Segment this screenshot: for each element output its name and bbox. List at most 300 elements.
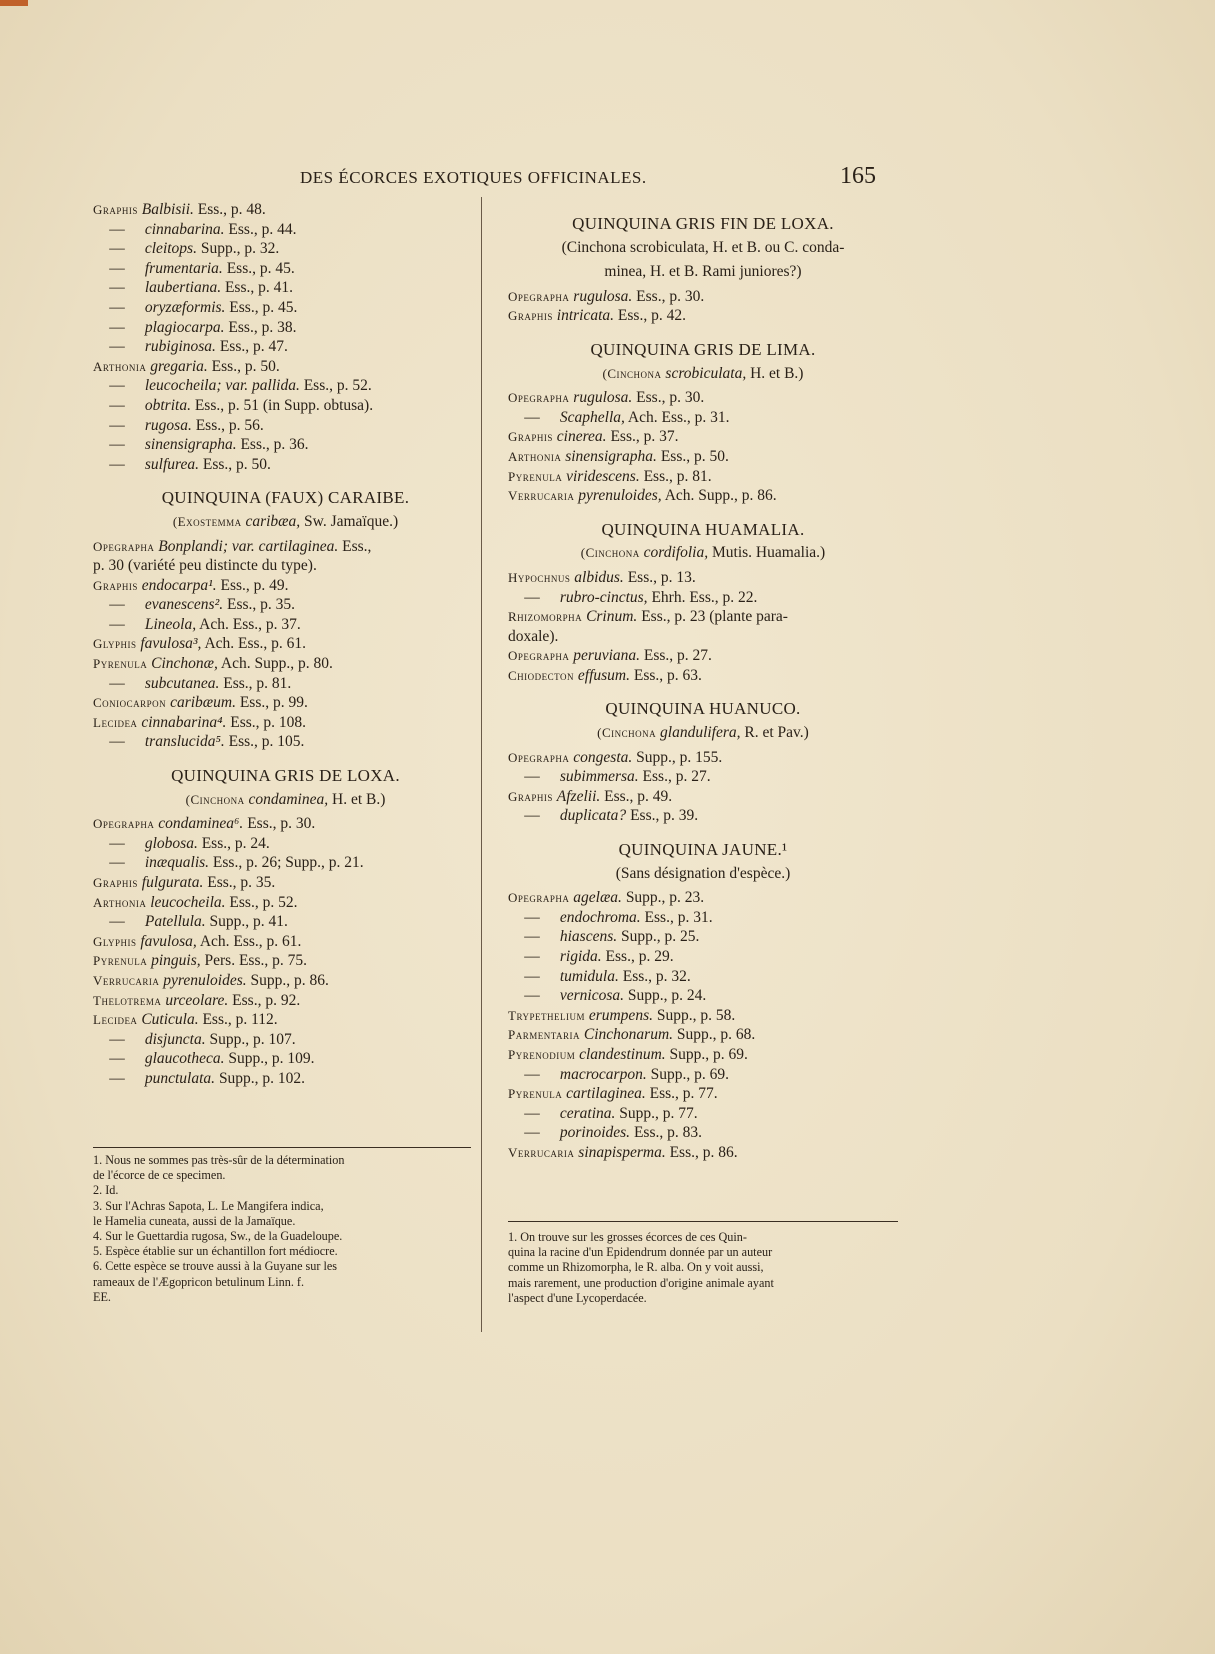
reference: Supp., p. 68. <box>676 1026 756 1044</box>
reference: Ess., p. 44. <box>228 220 297 238</box>
section-subtitle: minea, H. et B. Rami juniores?) <box>604 263 802 281</box>
reference: Supp., p. 24. <box>627 987 707 1005</box>
genus-name: (Cinchona <box>602 365 662 381</box>
reference: Ess., p. 48. <box>197 201 266 218</box>
species-name: leucocheila. <box>150 893 226 911</box>
footnote-line: 5. Espèce établie sur un échantillon fort médiocre. <box>93 1244 338 1259</box>
lichen-entry <box>93 951 478 971</box>
reference: Supp., p. 58. <box>656 1006 736 1024</box>
lichen-entry <box>93 693 478 713</box>
species-name: clandestinum. <box>579 1045 666 1063</box>
lichen-entry <box>508 427 898 447</box>
reference: Ess., p. 81. <box>223 674 292 692</box>
lichen-entry <box>93 239 478 259</box>
footnote-line: 4. Sur le Guettardia rugosa, Sw., de la Guadeloupe. <box>93 1229 343 1244</box>
lichen-entry <box>93 337 478 357</box>
lichen-entry <box>93 1010 478 1030</box>
species-name: urceolare. <box>165 991 229 1009</box>
reference: Supp., p. 41. <box>209 913 288 931</box>
genus-name: — <box>109 834 125 852</box>
lichen-entry <box>508 447 898 467</box>
species-name: Patellula. <box>144 913 206 931</box>
genus-name: — <box>524 408 540 426</box>
genus-name: Opegrapha <box>93 816 155 832</box>
genus-name: — <box>524 807 540 825</box>
lichen-entry <box>508 568 898 588</box>
reference: Ess., p. 38. <box>228 318 297 336</box>
page-number: 165 <box>840 163 876 189</box>
genus-name: — <box>109 1030 125 1048</box>
genus-name: Graphis <box>93 875 138 890</box>
genus-name: Parmentaria <box>508 1027 581 1043</box>
genus-name: Rhizomorpha <box>508 609 583 625</box>
reference: Ess., p. 105. <box>228 733 305 751</box>
species-name: Afzelii. <box>556 787 601 805</box>
reference: Ess., p. 49. <box>220 576 289 594</box>
section-heading: QUINQUINA JAUNE.¹ <box>618 840 788 860</box>
species-name: scrobiculata, <box>665 364 747 382</box>
reference: Ach. Supp., p. 80. <box>220 655 333 673</box>
reference: Ess., p. 45. <box>226 259 295 277</box>
lichen-entry <box>93 1069 478 1089</box>
species-name: viridescens. <box>566 467 640 485</box>
lichen-entry <box>93 912 478 932</box>
reference: Ess., p. 77. <box>649 1085 718 1103</box>
lichen-entry <box>508 927 898 947</box>
species-name: agelæa. <box>573 889 622 907</box>
right-column <box>508 200 898 1163</box>
genus-name: — <box>109 318 125 336</box>
species-name: duplicata? <box>559 807 627 825</box>
lichen-entry <box>508 908 898 928</box>
lichen-entry <box>508 1025 898 1045</box>
reference: Ach. Ess., p. 31. <box>627 408 730 426</box>
genus-name: Arthonia <box>508 448 562 464</box>
species-name: pyrenuloides, <box>578 487 662 505</box>
reference: Ess., p. 35. <box>207 874 276 891</box>
species-name: fulgurata. <box>141 874 204 891</box>
lichen-entry <box>508 1084 898 1104</box>
lichen-entry <box>93 853 478 873</box>
species-name: effusum. <box>577 666 630 684</box>
reference: Ess., p. 27. <box>643 647 712 665</box>
column-divider <box>481 197 482 1332</box>
reference: Supp., p. 69. <box>669 1045 748 1063</box>
lichen-entry <box>93 713 478 733</box>
genus-name: Glyphis <box>93 933 137 949</box>
lichen-entry <box>93 595 478 615</box>
species-name: cordifolia, <box>643 544 709 562</box>
species-name: Bonplandi; var. cartilaginea. <box>158 537 339 555</box>
species-name: leucocheila; var. pallida. <box>144 377 300 395</box>
species-name: glaucotheca. <box>144 1050 225 1068</box>
genus-name: Glyphis <box>93 636 137 652</box>
species-name: plagiocarpa. <box>144 318 225 336</box>
footnote-line: 1. Nous ne sommes pas très-sûr de la détermination <box>93 1153 345 1167</box>
lichen-entry <box>93 873 478 893</box>
genus-name: — <box>524 768 540 786</box>
species-name: Cinchonæ, <box>151 655 218 673</box>
lichen-entry <box>93 1049 478 1069</box>
genus-name: — <box>524 987 540 1005</box>
lichen-entry <box>508 1006 898 1026</box>
species-name: rigida. <box>559 948 602 965</box>
genus-name: Pyrenula <box>508 1086 563 1102</box>
genus-name: — <box>524 1065 540 1083</box>
footnote-line: mais rarement, une production d'origine animale ayant <box>508 1275 774 1290</box>
reference: Ess., p. 30. <box>247 815 316 833</box>
species-name: caribæa, <box>245 512 301 530</box>
genus-name: — <box>524 948 540 965</box>
footnote-rule-left <box>93 1147 471 1148</box>
reference: Ess., p. 52. <box>229 893 298 911</box>
reference: Ess., p. 37. <box>610 428 679 446</box>
reference: Ess., p. 99. <box>239 694 308 712</box>
lichen-entry <box>93 834 478 854</box>
genus-name: Trypethelium <box>508 1007 585 1023</box>
species-name: inæqualis. <box>144 854 210 872</box>
lichen-entry <box>508 1045 898 1065</box>
lichen-entry <box>508 767 898 787</box>
reference: Ess., p. 30. <box>636 287 705 305</box>
reference: Ess., p. 29. <box>605 948 674 965</box>
genus-name: Graphis <box>508 788 553 804</box>
lichen-entry <box>508 287 898 307</box>
genus-name: Opegrapha <box>508 890 570 906</box>
genus-name: Arthonia <box>93 358 147 374</box>
species-name: sulfurea. <box>144 455 199 473</box>
lichen-entry <box>93 435 478 455</box>
reference: Ess., p. 35. <box>226 596 296 614</box>
lichen-entry <box>508 467 898 487</box>
lichen-entry <box>93 455 478 475</box>
reference: Ess., p. 56. <box>195 416 264 434</box>
species-name: Scaphella, <box>559 408 625 426</box>
reference: Ess., p. 41. <box>224 279 294 297</box>
reference: Ess., p. 45. <box>229 298 298 316</box>
species-name: rubiginosa. <box>144 338 216 356</box>
lichen-entry <box>508 1065 898 1085</box>
lichen-entry <box>93 991 478 1011</box>
footnotes-right <box>508 1230 898 1306</box>
lichen-entry <box>93 259 478 279</box>
lichen-entry <box>93 654 478 674</box>
lichen-entry <box>93 278 478 298</box>
genus-name: — <box>109 596 125 614</box>
reference: Supp., p. 155. <box>636 748 723 766</box>
species-name: endochroma. <box>559 908 641 926</box>
species-name: favulosa³, <box>140 635 202 653</box>
reference: Supp., p. 23. <box>625 889 705 907</box>
genus-name: Pyrenula <box>93 953 148 969</box>
genus-name: Lecidea <box>93 714 138 730</box>
lichen-entry <box>508 1104 898 1124</box>
reference: Ess., p. 92. <box>232 991 301 1009</box>
section-subtitle <box>93 790 478 810</box>
lichen-entry <box>93 615 478 635</box>
lichen-entry <box>508 306 898 326</box>
genus-name: — <box>109 674 125 692</box>
lichen-entry <box>508 1143 898 1163</box>
footnote-line: rameaux de l'Ægopricon betulinum Linn. f. <box>93 1274 305 1289</box>
reference: Ess., p. 24. <box>201 834 270 852</box>
lichen-entry <box>93 732 478 752</box>
reference: Ess., p. 108. <box>230 713 307 731</box>
lichen-entry <box>508 646 898 666</box>
reference: Ess., p. 47. <box>219 338 288 356</box>
section-heading: QUINQUINA GRIS DE LOXA. <box>171 766 400 786</box>
reference: Supp., p. 25. <box>621 928 700 946</box>
species-name: gregaria. <box>150 357 208 375</box>
genus-name: Chiodecton <box>508 667 575 683</box>
section-heading: QUINQUINA GRIS FIN DE LOXA. <box>572 214 834 233</box>
species-name: caribæum. <box>170 694 236 712</box>
genus-name: Lecidea <box>93 1012 138 1028</box>
footnote-line: 1. On trouve sur les grosses écorces de ces Quin- <box>508 1230 747 1244</box>
lichen-entry <box>93 396 478 416</box>
species-name: vernicosa. <box>559 987 625 1005</box>
species-name: porinoides. <box>559 1124 631 1142</box>
genus-name: Opegrapha <box>508 288 570 304</box>
genus-name: Thelotrema <box>93 992 162 1008</box>
genus-name: — <box>524 588 540 606</box>
species-name: oryzæformis. <box>144 298 226 316</box>
footnote-line: le Hamelia cuneata, aussi de la Jamaïque. <box>93 1213 296 1228</box>
lichen-entry <box>93 200 478 220</box>
section-subtitle <box>93 512 478 532</box>
reference: Ess., p. 23 (plante para- <box>641 608 788 626</box>
species-name: glandulifera, <box>660 724 741 742</box>
genus-name: Hypochnus <box>508 569 571 585</box>
species-name: rugosa. <box>144 416 192 434</box>
genus-name: Pyrenula <box>93 656 148 672</box>
reference: Ess., p. 13. <box>627 568 696 586</box>
lichen-entry <box>93 576 478 596</box>
genus-name: Graphis <box>93 577 138 593</box>
species-name: ceratina. <box>559 1104 616 1122</box>
lichen-entry <box>508 408 898 428</box>
section-subtitle: (Cinchona scrobiculata, H. et B. ou C. conda- <box>561 238 845 256</box>
species-name: peruviana. <box>573 647 641 665</box>
footnote-line: quina la racine d'un Epidendrum donnée par un auteur <box>508 1245 773 1260</box>
species-name: sinensigrapha. <box>565 447 657 465</box>
reference: Ach. Ess., p. 37. <box>199 615 301 633</box>
species-name: macrocarpon. <box>559 1065 647 1083</box>
lichen-entry <box>93 357 478 377</box>
continuation-line: doxale). <box>508 627 559 645</box>
reference: Ess., p. 50. <box>211 357 280 375</box>
species-name: erumpens. <box>588 1006 653 1024</box>
species-name: subimmersa. <box>559 768 639 786</box>
species-name: pyrenuloides. <box>163 971 247 989</box>
genus-name: — <box>109 1050 125 1068</box>
genus-name: — <box>109 396 125 414</box>
species-name: Lineola, <box>144 615 197 633</box>
genus-name: — <box>524 928 540 946</box>
reference: R. et Pav.) <box>744 724 809 742</box>
genus-name: (Cinchona <box>580 545 640 561</box>
section-subtitle <box>508 543 898 563</box>
footnote-rule-right <box>508 1221 898 1222</box>
lichen-entry <box>508 1123 898 1143</box>
species-name: sinensigrapha. <box>144 436 237 454</box>
species-name: punctulata. <box>144 1069 216 1087</box>
reference: Ess., p. 50. <box>660 447 729 465</box>
genus-name: — <box>109 338 125 356</box>
genus-name: — <box>524 1104 540 1122</box>
genus-name: Pyrenodium <box>508 1046 576 1062</box>
section-subtitle: (Sans désignation d'espèce.) <box>615 864 791 882</box>
page-corner-mark <box>0 0 28 6</box>
genus-name: (Cinchona <box>185 791 245 807</box>
running-header: DES ÉCORCES EXOTIQUES OFFICINALES. <box>300 168 647 187</box>
genus-name: Opegrapha <box>508 749 570 765</box>
species-name: hiascens. <box>559 928 618 946</box>
species-name: sinapisperma. <box>578 1143 666 1161</box>
species-name: favulosa, <box>140 932 197 950</box>
species-name: rugulosa. <box>573 389 633 407</box>
reference: Ess., p. 42. <box>617 307 686 325</box>
genus-name: — <box>109 240 125 258</box>
genus-name: — <box>109 416 125 434</box>
reference: Ess., p. 112. <box>202 1011 278 1029</box>
lichen-entry <box>93 971 478 991</box>
reference: Ess., p. 83. <box>633 1124 702 1142</box>
species-name: condaminea⁶. <box>158 815 244 833</box>
genus-name: — <box>109 733 125 751</box>
reference: Ehrh. Ess., p. 22. <box>651 588 758 606</box>
species-name: translucida⁵. <box>144 733 225 751</box>
reference: Ach. Supp., p. 86. <box>664 487 777 505</box>
footnote-line: EE. <box>93 1289 111 1304</box>
species-name: tumidula. <box>559 967 619 985</box>
genus-name: Opegrapha <box>508 648 570 664</box>
lichen-entry <box>93 537 478 557</box>
footnote-line: l'aspect d'une Lycoperdacée. <box>508 1290 647 1305</box>
genus-name: Coniocarpon <box>93 695 167 711</box>
reference: Ess., p. 50. <box>202 455 271 473</box>
reference: Supp., p. 32. <box>200 240 280 258</box>
species-name: Cinchonarum. <box>583 1026 674 1044</box>
footnotes-left <box>93 1153 473 1305</box>
species-name: cartilaginea. <box>566 1085 646 1103</box>
reference: H. et B.) <box>332 790 386 808</box>
lichen-entry <box>508 607 898 627</box>
genus-name: Graphis <box>508 429 553 445</box>
genus-name: — <box>109 1069 125 1087</box>
lichen-entry <box>508 806 898 826</box>
reference: H. et B.) <box>750 364 804 382</box>
species-name: cinerea. <box>556 428 607 446</box>
footnote-line: 3. Sur l'Achras Sapota, L. Le Mangifera indica, <box>93 1198 324 1213</box>
reference: Ess., p. 26; Supp., p. 21. <box>212 854 364 872</box>
genus-name: Verrucaria <box>93 972 160 988</box>
genus-name: Graphis <box>93 202 138 217</box>
reference: Ess., p. 31. <box>644 908 713 926</box>
genus-name: — <box>524 1124 540 1142</box>
reference: Ess., p. 27. <box>642 768 711 786</box>
species-name: albidus. <box>574 568 624 586</box>
section-subtitle <box>508 364 898 384</box>
species-name: rubro-cinctus, <box>559 588 648 606</box>
section-heading: QUINQUINA HUANUCO. <box>605 699 801 719</box>
genus-name: — <box>109 298 125 316</box>
reference: Ess., p. 32. <box>622 967 691 985</box>
reference: Supp., p. 86. <box>250 971 329 989</box>
footnote-line: de l'écorce de ce specimen. <box>93 1168 226 1183</box>
species-name: globosa. <box>144 834 198 852</box>
genus-name: — <box>109 615 125 633</box>
genus-name: — <box>524 967 540 985</box>
section-heading: QUINQUINA GRIS DE LIMA. <box>590 339 816 359</box>
species-name: cleitops. <box>144 240 197 258</box>
section-subtitle <box>508 723 898 743</box>
species-name: disjuncta. <box>144 1030 206 1048</box>
genus-name: (Cinchona <box>597 725 657 741</box>
section-heading: QUINQUINA (FAUX) CARAIBE. <box>161 488 410 508</box>
reference: Ess., p. 81. <box>643 467 712 485</box>
species-name: congesta. <box>573 748 633 766</box>
genus-name: Arthonia <box>93 894 147 910</box>
species-name: laubertiana. <box>144 279 222 297</box>
lichen-entry <box>508 986 898 1006</box>
lichen-entry <box>93 318 478 338</box>
reference: Supp., p. 102. <box>218 1069 306 1087</box>
reference: Ess., p. 86. <box>669 1143 738 1161</box>
species-name: cinnabarina. <box>144 220 225 238</box>
genus-name: — <box>109 455 125 473</box>
lichen-entry <box>93 634 478 654</box>
reference: Supp., p. 69. <box>650 1065 729 1083</box>
lichen-entry <box>508 588 898 608</box>
lichen-entry <box>93 1030 478 1050</box>
genus-name: (Exostemma <box>172 513 242 529</box>
species-name: frumentaria. <box>144 259 223 277</box>
lichen-entry <box>93 298 478 318</box>
footnote-line: 6. Cette espèce se trouve aussi à la Guyane sur les <box>93 1259 338 1274</box>
reference: Supp., p. 77. <box>619 1104 698 1122</box>
lichen-entry <box>93 220 478 240</box>
lichen-entry <box>93 893 478 913</box>
species-name: cinnabarina⁴. <box>141 713 227 731</box>
species-name: Cuticula. <box>141 1011 199 1029</box>
species-name: obtrita. <box>144 396 191 414</box>
reference: Ess., <box>342 537 372 555</box>
footnote-line: comme un Rhizomorpha, le R. alba. On y voit aussi, <box>508 1260 764 1275</box>
lichen-entry <box>93 376 478 396</box>
left-column <box>93 200 478 1089</box>
section-heading: QUINQUINA HUAMALIA. <box>601 519 805 539</box>
species-name: subcutanea. <box>144 674 220 692</box>
genus-name: — <box>109 436 125 454</box>
reference: Ach. Ess., p. 61. <box>199 932 302 950</box>
genus-name: — <box>109 377 125 395</box>
genus-name: Verrucaria <box>508 488 575 504</box>
genus-name: Opegrapha <box>93 538 155 554</box>
lichen-entry <box>93 674 478 694</box>
lichen-entry <box>508 666 898 686</box>
species-name: Crinum. <box>586 608 638 626</box>
reference: Ess., p. 39. <box>630 807 699 825</box>
reference: Ess., p. 51 (in Supp. obtusa). <box>194 396 374 414</box>
genus-name: Verrucaria <box>508 1144 575 1160</box>
lichen-entry <box>508 947 898 967</box>
reference: Pers. Ess., p. 75. <box>204 952 307 970</box>
genus-name: — <box>524 908 540 926</box>
footnote-line: 2. Id. <box>93 1183 119 1198</box>
reference: Supp., p. 107. <box>209 1030 296 1048</box>
genus-name: — <box>109 279 125 297</box>
